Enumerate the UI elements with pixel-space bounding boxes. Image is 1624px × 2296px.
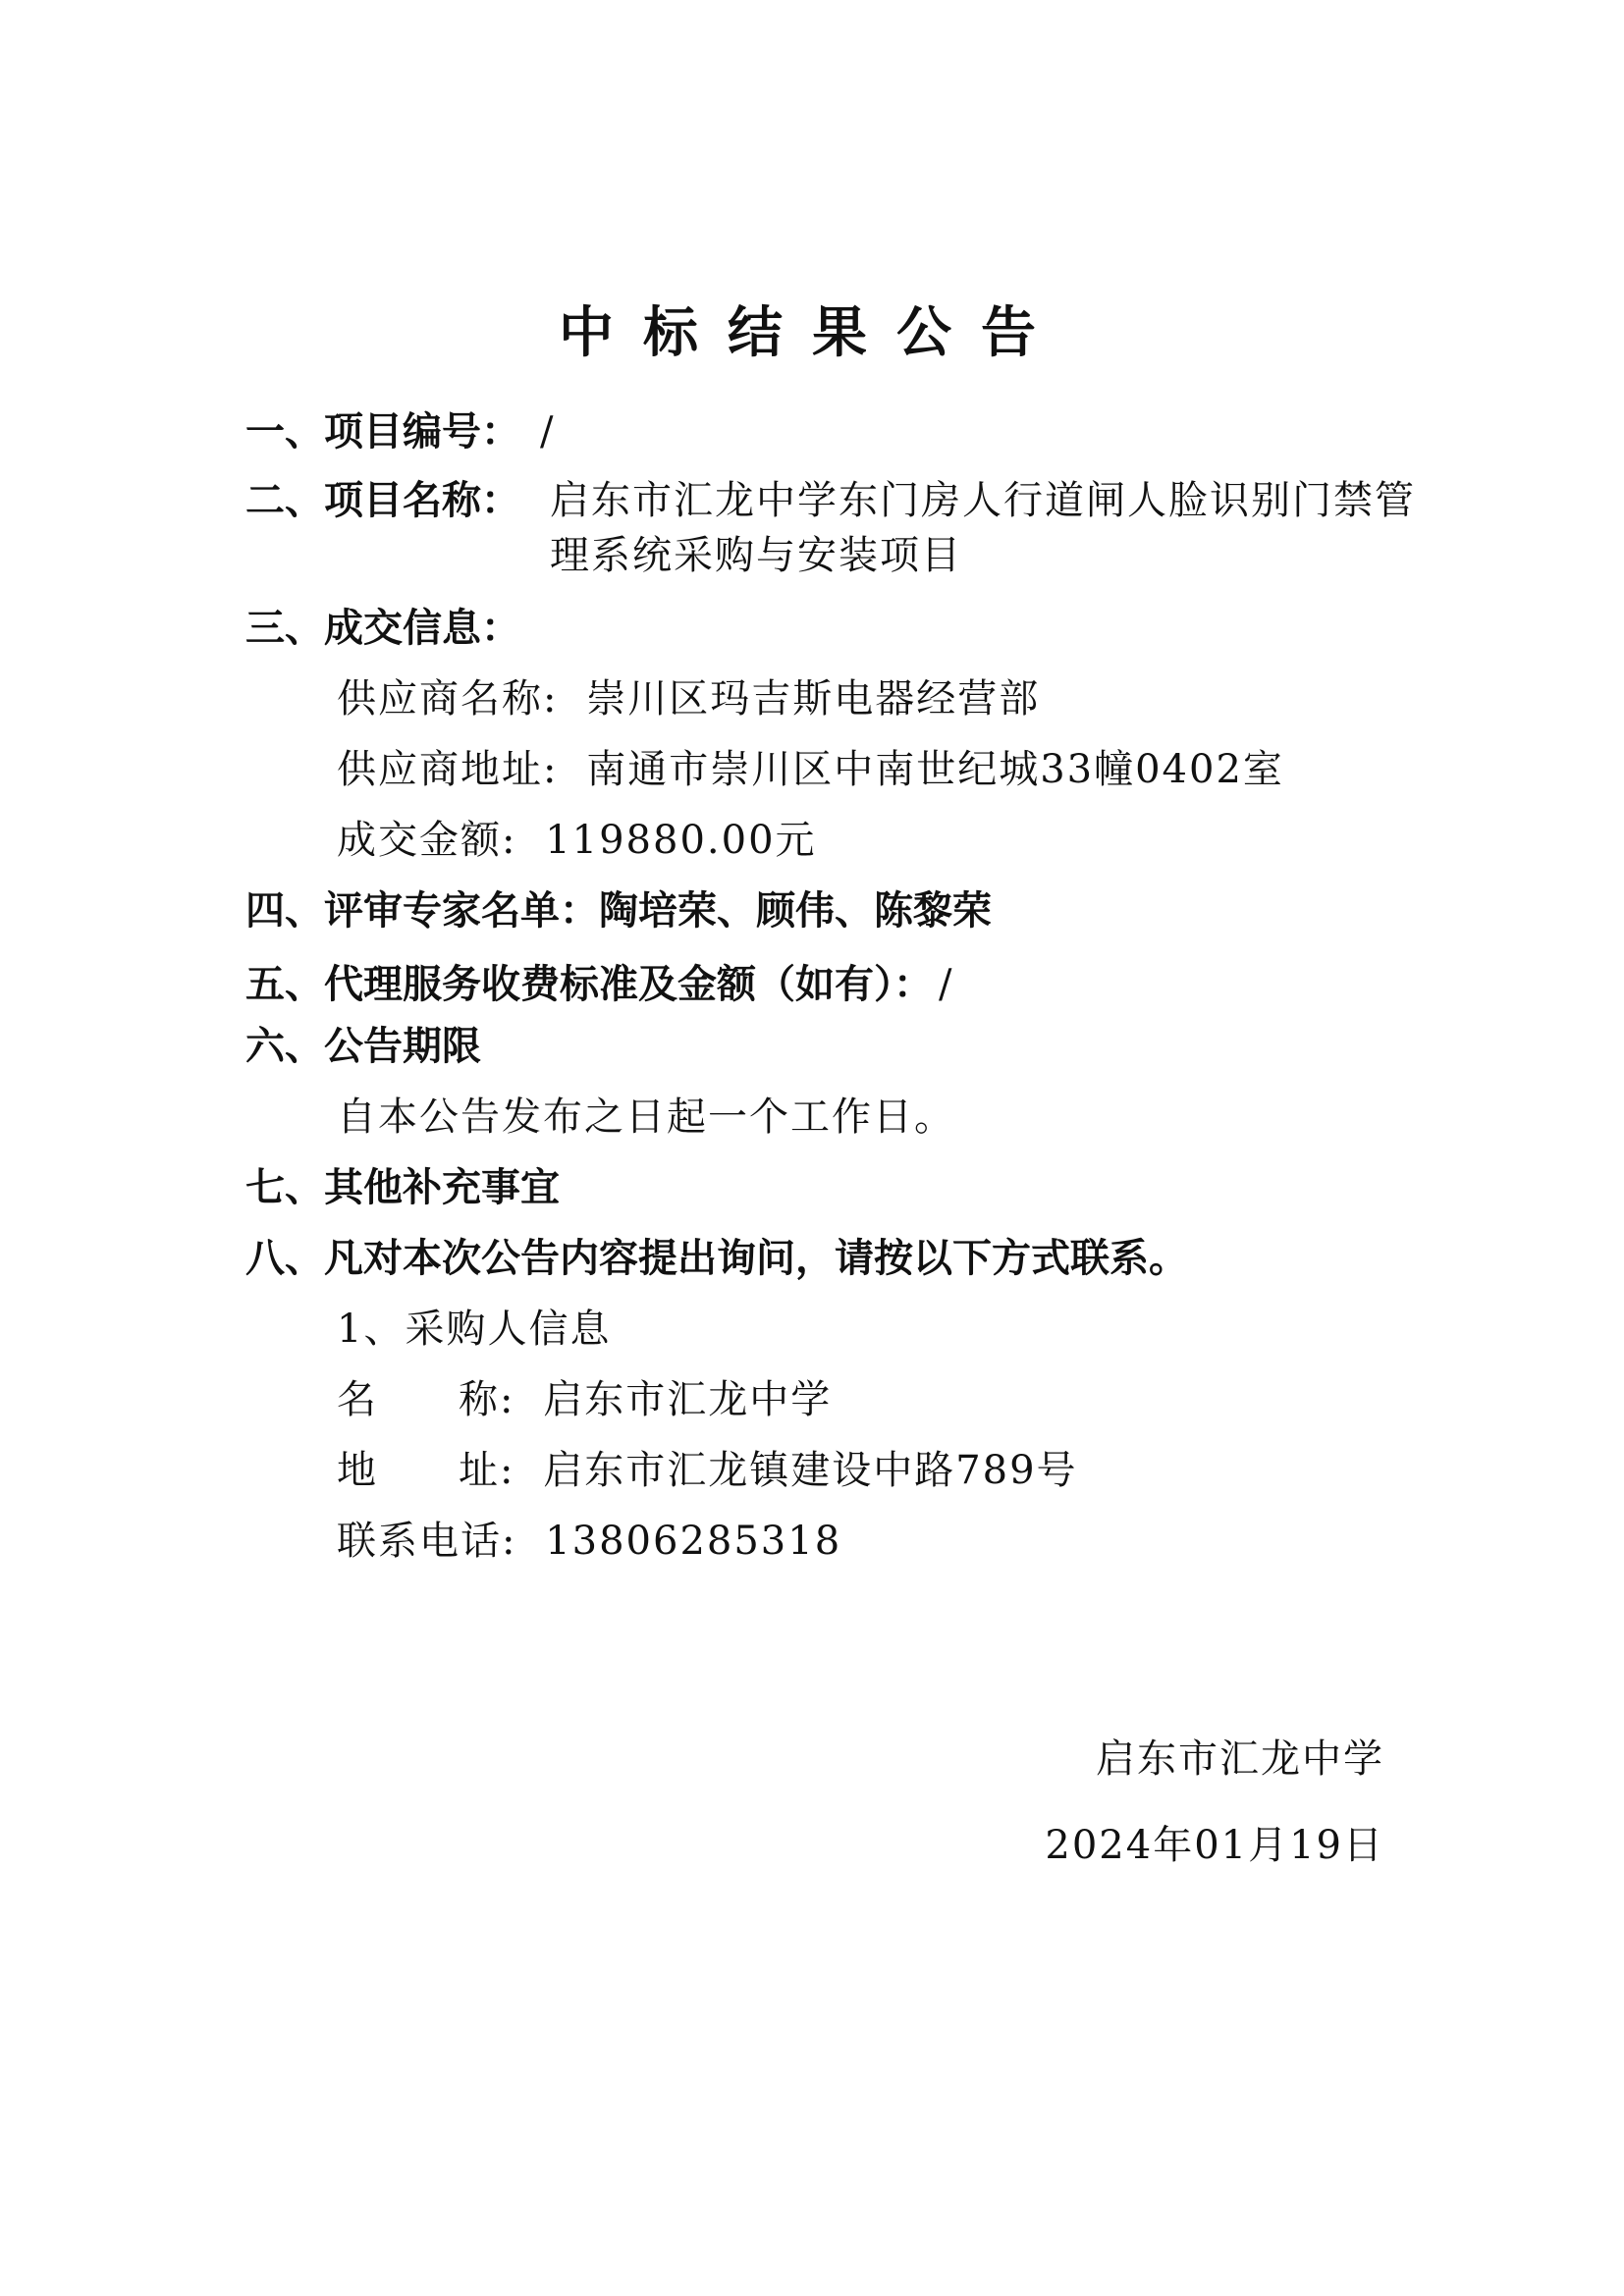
purchaser-address-label-a: 地 xyxy=(337,1448,378,1493)
purchaser-address-value: 启东市汇龙镇建设中路789号 xyxy=(543,1448,1078,1493)
section-contact-heading: 八、凡对本次公告内容提出询问，请按以下方式联系。 xyxy=(245,1236,1188,1281)
section-other-matters: 七、其他补充事宜 xyxy=(245,1165,560,1210)
supplier-address-value: 南通市崇川区中南世纪城33幢0402室 xyxy=(586,747,1284,792)
section-project-number xyxy=(245,404,553,459)
purchaser-address-row xyxy=(337,1443,1078,1498)
section-experts xyxy=(245,883,992,938)
experts-value: 陶培荣、顾伟、陈黎荣 xyxy=(599,888,992,934)
section-notice-period-label: 六、公告期限 xyxy=(245,1024,481,1069)
signature-date: 2024年01月19日 xyxy=(1045,1823,1384,1868)
project-name-value: 启东市汇龙中学东门房人行道闸人脸识别门禁管理系统采购与安装项目 xyxy=(550,478,1416,578)
experts-label: 四、评审专家名单： xyxy=(245,888,599,934)
purchaser-name-row xyxy=(337,1372,832,1427)
section-project-name-label: 二、项目名称： xyxy=(245,478,520,523)
purchaser-address-label-b: 址: xyxy=(459,1448,515,1493)
supplier-address-label: 供应商地址: xyxy=(337,747,559,792)
purchaser-name-label-b: 称: xyxy=(459,1377,515,1422)
deal-amount-row xyxy=(337,813,817,868)
signature-organization: 启东市汇龙中学 xyxy=(1096,1736,1384,1782)
purchaser-name-value: 启东市汇龙中学 xyxy=(543,1377,833,1422)
agency-fee-label: 五、代理服务收费标准及金额（如有）： xyxy=(245,962,933,1007)
notice-period-text: 自本公告发布之日起一个工作日。 xyxy=(337,1095,955,1140)
supplier-address-row xyxy=(337,742,1284,797)
purchaser-info-heading: 1、采购人信息 xyxy=(337,1307,612,1352)
project-number-label: 一、项目编号： xyxy=(245,409,520,454)
agency-fee-value: / xyxy=(939,962,952,1007)
purchaser-phone-value: 13806285318 xyxy=(545,1519,842,1564)
section-agency-fee xyxy=(245,957,951,1012)
section-deal-info-label: 三、成交信息： xyxy=(245,606,520,651)
purchaser-name-label-a: 名 xyxy=(337,1377,378,1422)
supplier-name-row xyxy=(337,671,1040,726)
purchaser-phone-label: 联系电话: xyxy=(337,1519,517,1564)
purchaser-phone-row xyxy=(337,1514,841,1569)
supplier-name-label: 供应商名称: xyxy=(337,676,559,721)
deal-amount-value: 119880.00元 xyxy=(545,818,817,863)
page-title: 中标结果公告 xyxy=(559,301,1065,365)
project-number-value: / xyxy=(540,409,554,454)
supplier-name-value: 崇川区玛吉斯电器经营部 xyxy=(586,676,1041,721)
deal-amount-label: 成交金额: xyxy=(337,818,517,863)
